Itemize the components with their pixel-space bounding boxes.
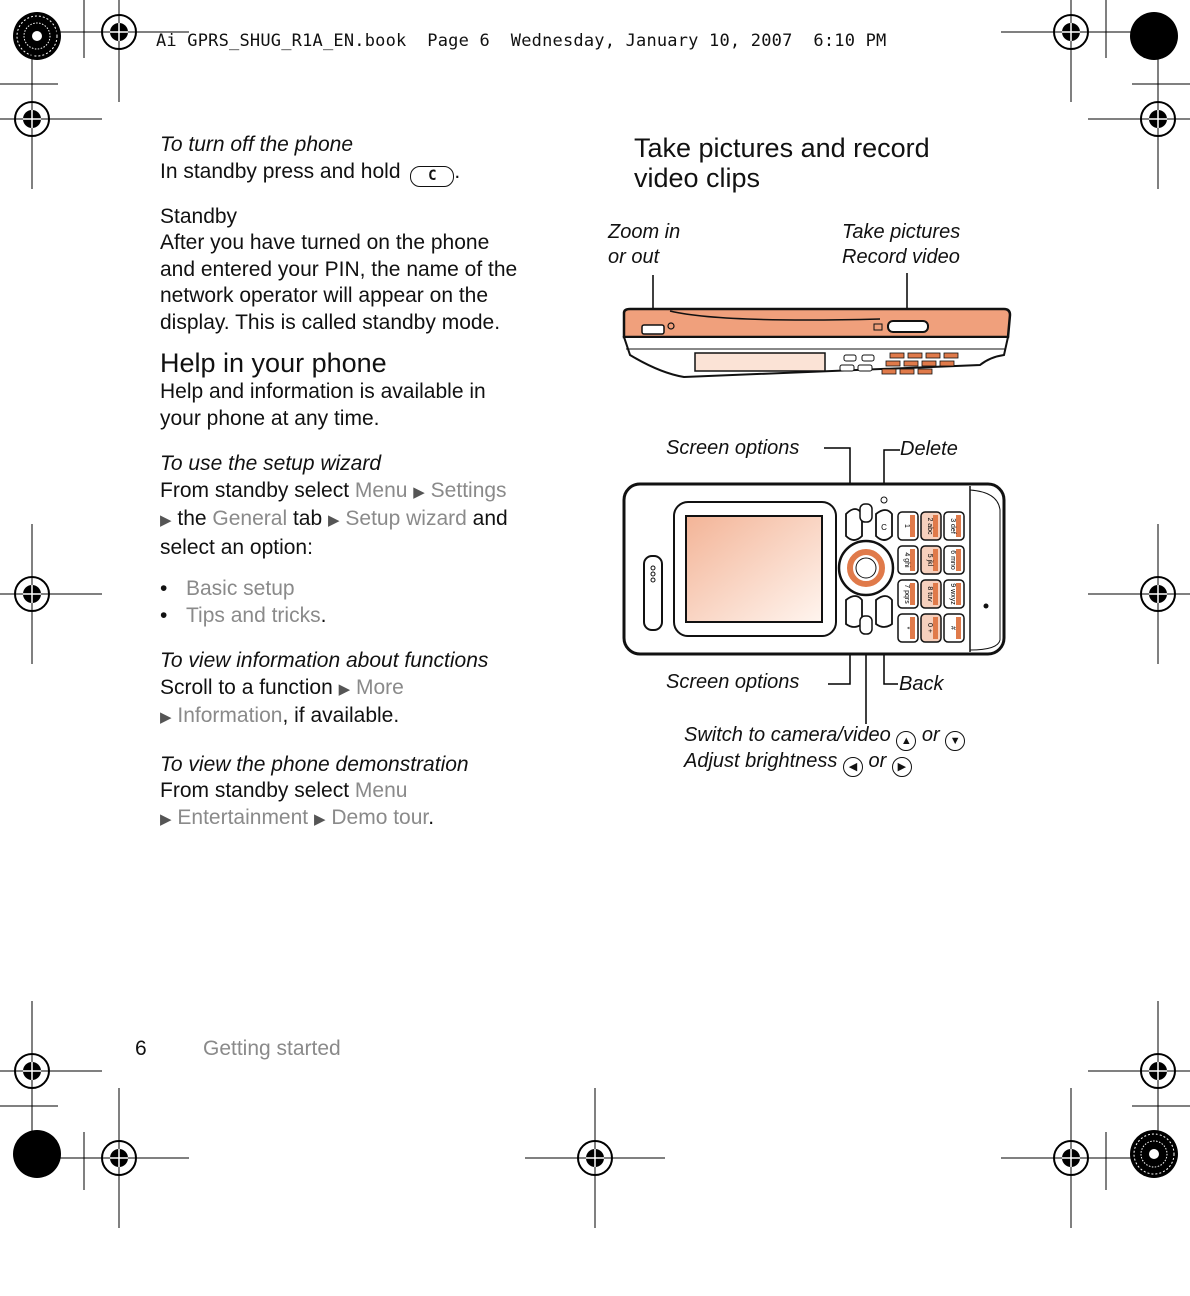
keypad-key-label: *: [903, 626, 910, 630]
crosshair-target-icon: [1088, 524, 1190, 664]
camera-key-icon: [888, 321, 928, 332]
registration-dot-icon: [13, 1130, 61, 1178]
keypad-key-label: 4 ghi: [903, 552, 910, 568]
keypad-key-label: 6 mno: [949, 550, 956, 570]
information-link[interactable]: Information: [177, 704, 283, 727]
crosshair-target-icon: [1001, 1088, 1141, 1228]
wizard-line-1: From standby select Menu ▶ Settings: [160, 478, 507, 502]
crosshair-target-icon: [1088, 1001, 1190, 1141]
crosshair-target-icon: [0, 1001, 102, 1141]
turn-off-text: In standby press and hold C .: [160, 159, 580, 187]
crosshair-target-icon: [1088, 49, 1190, 189]
settings-link[interactable]: Settings: [430, 478, 507, 502]
arrow-icon: ▶: [160, 512, 172, 529]
demo-line-2: ▶ Entertainment ▶ Demo tour.: [160, 805, 435, 829]
arrow-icon: ▶: [413, 483, 425, 501]
title-line-2: video clips: [634, 163, 761, 193]
c-key-icon: C: [410, 166, 454, 187]
keypad-key-label: 3 def: [949, 518, 956, 534]
up-arrow-key-icon: ▲: [896, 731, 916, 751]
zoom-label: Zoom in or out: [608, 221, 681, 268]
wizard-line-2: ▶ the General tab ▶ Setup wizard and: [160, 507, 508, 530]
crosshair-target-icon: [1001, 0, 1141, 102]
demo-line-1: From standby select Menu: [160, 779, 408, 802]
crosshair-target-icon: [525, 1088, 665, 1228]
standby-line-3: network operator will appear on the: [160, 284, 489, 307]
wizard-options-list: [160, 576, 580, 629]
sunburst-mark-icon: [13, 12, 61, 60]
entertainment-link[interactable]: Entertainment: [177, 805, 309, 829]
screen-icon: [686, 516, 822, 622]
menu-link[interactable]: Menu: [354, 478, 408, 502]
crosshair-target-icon: [49, 1088, 189, 1228]
list-item: • Basic setup: [160, 576, 580, 603]
standby-line-2: and entered your PIN, the name of the: [160, 257, 518, 281]
page-number: 6: [135, 1037, 147, 1060]
keypad-key-label: #: [949, 626, 956, 630]
title-line-1: Take pictures and record: [634, 133, 930, 163]
registration-dot-icon: [1130, 12, 1178, 60]
arrow-icon: ▶: [313, 810, 326, 828]
functions-heading: To view information about functions: [160, 649, 489, 672]
switch-camera-label: Switch to camera/video ▲ or ▼: [684, 723, 965, 751]
right-arrow-key-icon: ▶: [892, 757, 912, 777]
keypad-key-label: 5 jkl: [926, 553, 933, 567]
standby-heading: Standby: [160, 204, 238, 228]
arrow-icon: ▶: [338, 680, 351, 698]
demo-heading: To view the phone demonstration: [160, 752, 469, 776]
functions-line-2: ▶ Information, if available.: [160, 704, 400, 727]
bullet-icon: •: [160, 603, 168, 627]
right-section-title: [634, 133, 930, 194]
menu-link[interactable]: Menu: [354, 779, 408, 802]
list-item: • Tips and tricks.: [160, 603, 580, 630]
functions-line-1: Scroll to a function ▶ More: [160, 675, 404, 699]
screen-options-top-label: Screen options: [666, 437, 800, 459]
take-pictures-label: Take pictures Record video: [842, 221, 961, 268]
standby-line-4: display. This is called standby mode.: [160, 310, 501, 334]
crosshair-target-icon: [0, 524, 102, 664]
wizard-heading: To use the setup wizard: [160, 452, 382, 475]
general-link[interactable]: General: [212, 507, 288, 530]
keypad-key-label: 2 abc: [926, 517, 933, 535]
standby-line-1: After you have turned on the phone: [160, 231, 490, 254]
running-header: Ai GPRS_SHUG_R1A_EN.book Page 6 Wednesday, January 10, 2007 6:10 PM: [156, 31, 887, 51]
phone-side-view-illustration: [600, 265, 1030, 395]
back-key-icon: [876, 596, 892, 627]
help-line-2: your phone at any time.: [160, 406, 380, 430]
screen-options-bottom-label: Screen options: [666, 671, 800, 693]
keypad-key-label: 0 +: [926, 623, 933, 633]
zoom-key-icon: [642, 325, 664, 334]
keypad-key-label: 8 tuv: [926, 586, 933, 602]
back-label: Back: [899, 673, 944, 695]
arrow-icon: ▶: [160, 709, 172, 726]
demo-tour-link[interactable]: Demo tour: [331, 805, 429, 829]
more-link[interactable]: More: [355, 675, 404, 699]
left-column: [160, 132, 580, 833]
wizard-line-3: select an option:: [160, 535, 313, 559]
adjust-brightness-label: Adjust brightness ◀ or ▶: [684, 749, 912, 777]
phone-front-view-illustration: [600, 440, 1030, 740]
arrow-icon: ▶: [328, 512, 340, 529]
bullet-icon: •: [160, 577, 168, 600]
left-arrow-key-icon: ◀: [843, 757, 863, 777]
arrow-icon: ▶: [160, 810, 172, 828]
down-arrow-key-icon: ▼: [945, 731, 965, 751]
help-heading: Help in your phone: [160, 348, 387, 378]
svg-text:C: C: [881, 523, 887, 532]
setup-wizard-link[interactable]: Setup wizard: [345, 507, 467, 530]
section-name: Getting started: [203, 1037, 341, 1060]
delete-label: Delete: [900, 438, 958, 460]
help-line-1: Help and information is available in: [160, 380, 486, 403]
keypad-key-label: 9 wxyz: [949, 583, 956, 605]
keypad-key-label: 7 pqrs: [903, 584, 910, 604]
crosshair-target-icon: [0, 49, 102, 189]
crosshair-target-icon: [49, 0, 189, 102]
sunburst-mark-icon: [1130, 1130, 1178, 1178]
turn-off-heading: To turn off the phone: [160, 133, 354, 156]
keypad-key-label: 1: [903, 524, 910, 528]
